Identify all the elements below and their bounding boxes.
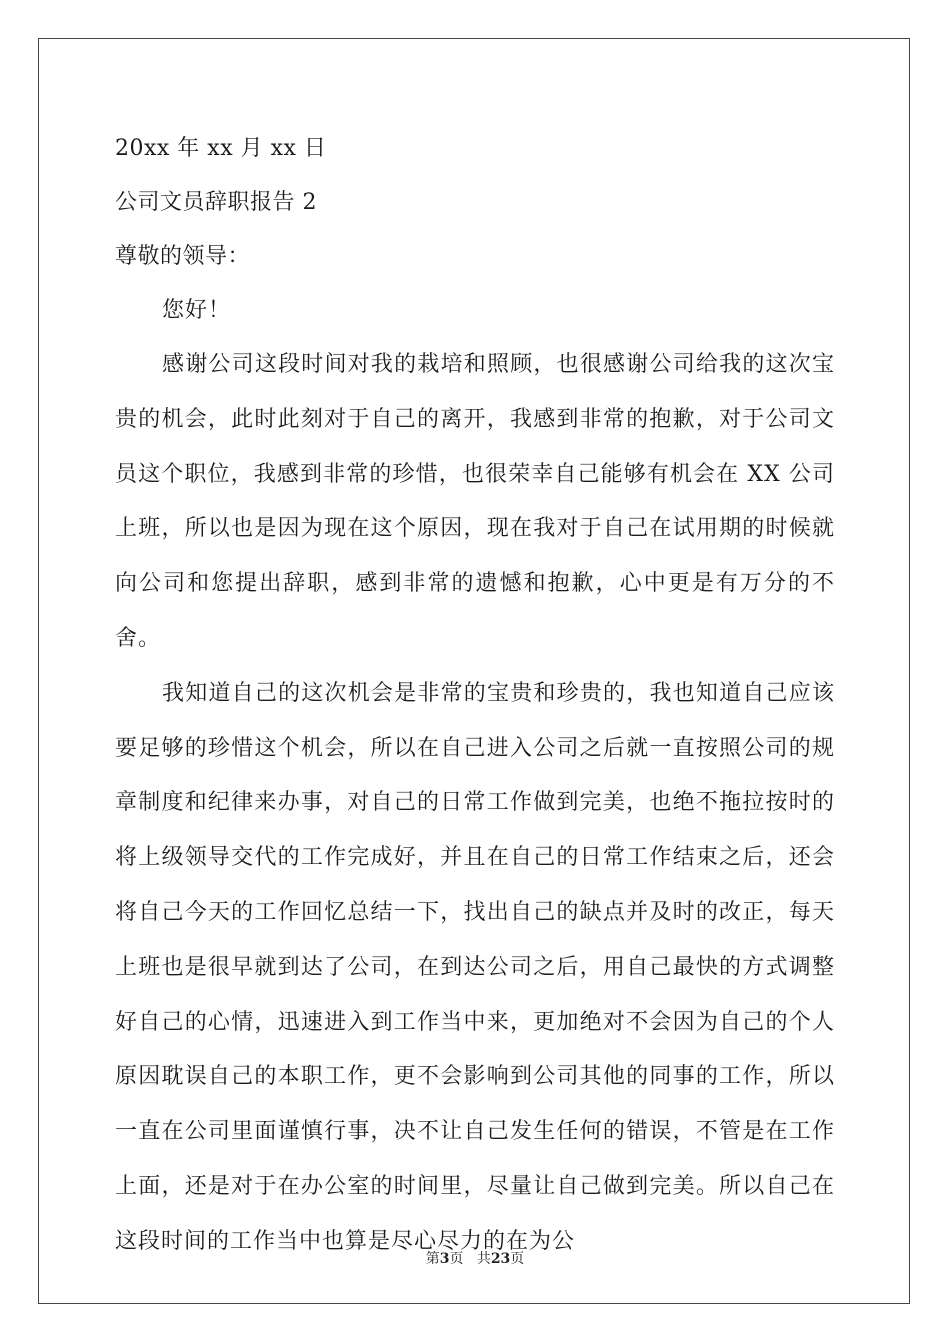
page-suffix: 页 <box>449 1251 464 1267</box>
page-prefix: 第 <box>425 1251 440 1267</box>
paragraph: 我知道自己的这次机会是非常的宝贵和珍贵的，我也知道自己应该要足够的珍惜这个机会，所以在自己进入公司之后就一直按照公司的规章制度和纪律来办事，对自己的日常工作做到完美，也绝不拖拉按时的将上级领导交代的工作完成好，并且在自己的日常工作结束之后，还会将自己今天的工作回忆总结一下，找出自己的缺点并及时的改正，每天上班也是很早就到达了公司，在到达公司之后，用自己最快的方式调整好自己的心情，迅速进入到工作当中来，更加绝对不会因为自己的个人原因耽误自己的本职工作，更不会影响到公司其他的同事的工作，所以一直在公司里面谨慎行事，决不让自己发生任何的错误，不管是在工作上面，还是对于在办公室的时间里，尽量让自己做到完美。所以自己在这段时间的工作当中也算是尽心尽力的在为公 <box>115 680 835 1254</box>
page-footer <box>0 1248 950 1268</box>
date-line: 20xx 年 xx 月 xx 日 <box>115 136 327 161</box>
paragraph: 感谢公司这段时间对我的栽培和照顾，也很感谢公司给我的这次宝贵的机会，此时此刻对于自己的离开，我感到非常的抱歉，对于公司文员这个职位，我感到非常的珍惜，也很荣幸自己能够有机会在 XX 公司上班，所以也是因为现在这个原因，现在我对于自己在试用期的时候就向公司和您提出辞职，感到非常的遗憾和抱歉，心中更是有万分的不舍。 <box>115 352 835 651</box>
document-title: 公司文员辞职报告 2 <box>115 190 317 215</box>
total-page-count: 23 <box>490 1251 511 1267</box>
total-prefix: 共 <box>476 1251 491 1267</box>
total-suffix: 页 <box>510 1251 525 1267</box>
document-body <box>115 122 835 1270</box>
salutation: 尊敬的领导： <box>115 244 251 269</box>
current-page-number: 3 <box>439 1251 450 1267</box>
greeting: 您好！ <box>162 298 232 323</box>
